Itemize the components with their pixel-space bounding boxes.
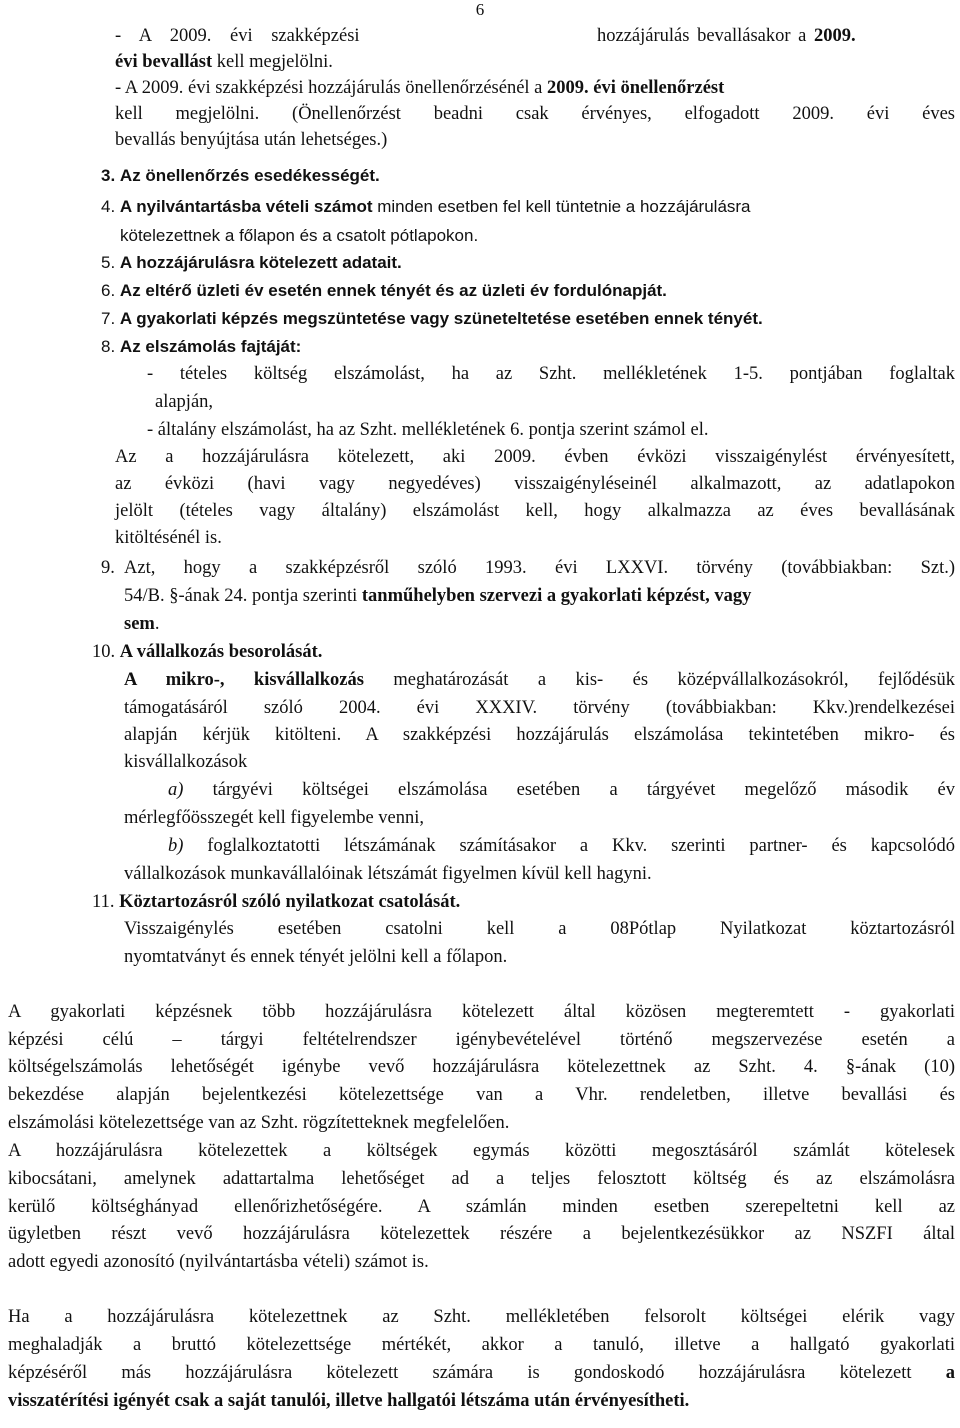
text-line: - A 2009. évi szakképzési hozzájárulás önellenőrzésénél a 2009. évi önellenőrzést: [115, 78, 725, 98]
text-line: Ha a hozzájárulásra kötelezettnek az Szht. mellékletében felsorolt költségei elérik vagy: [8, 1307, 955, 1327]
text-line: az évközi (havi vagy negyedéves) visszaigényléseinél alkalmazott, az adatlapokon: [115, 474, 955, 494]
text-line: a) tárgyévi költségei elszámolása esetében a tárgyévet megelőző második év: [168, 780, 955, 800]
list-item: 5. A hozzájárulásra kötelezett adatait.: [101, 253, 402, 272]
text-line: - általány elszámolást, ha az Szht. mellékletének 6. pontja szerint számol el.: [147, 420, 709, 440]
text-line: meghaladják a bruttó kötelezettsége mértékét, akkor a tanuló, illetve a hallgató gyakorlati: [8, 1335, 955, 1355]
text-line: vállalkozások munkavállalóinak létszámát figyelmen kívül kell hagyni.: [124, 864, 652, 884]
list-item: 3. Az önellenőrzés esedékességét.: [101, 166, 380, 185]
text-line: bevallás benyújtása után lehetséges.): [115, 130, 388, 150]
list-item: 6. Az eltérő üzleti év esetén ennek tényét és az üzleti év fordulónapját.: [101, 281, 667, 300]
text-line: kisvállalkozások: [124, 752, 248, 772]
text-line: sem.: [124, 614, 160, 634]
text-line: jelölt (tételes vagy általány) elszámolást kell, hogy alkalmazza az éves bevallásának: [115, 501, 955, 521]
list-item: 10. A vállalkozás besorolását.: [92, 642, 323, 662]
text-line: nyomtatványt és ennek tényét jelölni kell a főlapon.: [124, 947, 508, 967]
text-line: b) foglalkoztatotti létszámának számításakor a Kkv. szerinti partner- és kapcsolódó: [168, 836, 955, 856]
text-line: A gyakorlati képzésnek több hozzájárulásra kötelezett által közösen megteremtett - gyakorlati: [8, 1002, 955, 1022]
text-line: kötelezettnek a főlapon és a csatolt pótlapokon.: [120, 226, 479, 245]
text-line: kitöltésénél is.: [115, 528, 222, 548]
text-line: ügyletben részt vevő hozzájárulásra kötelezettek részére a bejelentkezésükkor az NSZFI által: [8, 1224, 955, 1244]
text-line: kerülő költséghányad ellenőrizhetőségére. A számlán minden esetben szerepeltetni kell az: [8, 1197, 955, 1217]
text-line: képzéséről más hozzájárulásra kötelezett számára is gondoskodó hozzájárulásra kötelezett a: [8, 1363, 955, 1383]
text-line: - tételes költség elszámolást, ha az Szht. mellékletének 1-5. pontjában foglaltak: [147, 364, 955, 384]
text-line: költségelszámolás lehetőségét igénybe vevő hozzájárulásra kötelezettnek az Szht. 4. §-ának (10): [8, 1057, 956, 1077]
text-line: évi bevallást kell megjelölni.: [115, 52, 333, 72]
text-line: visszatérítési igényét csak a saját tanulói, illetve hallgatói létszáma után érvényesítheti.: [8, 1391, 690, 1411]
page-number: 6: [475, 0, 485, 19]
text-line: képzési célú – tárgyi feltételrendszer igénybevételével történő megszervezése esetén a: [8, 1030, 955, 1050]
text-line: kell megjelölni. (Önellenőrzést beadni csak érvényes, elfogadott 2009. évi éves: [115, 104, 955, 124]
text-line: alapján,: [155, 392, 214, 412]
list-item-number: 9.: [101, 558, 115, 578]
text-line: támogatásáról szóló 2004. évi XXXIV. törvény (továbbiakban: Kkv.)rendelkezései: [124, 698, 955, 718]
list-item: 4. A nyilvántartásba vételi számot minden esetben fel kell tüntetnie a hozzájárulásra: [101, 197, 751, 216]
text-line: 54/B. §-ának 24. pontja szerinti tanműhelyben szervezi a gyakorlati képzést, vagy: [124, 586, 752, 606]
text-line: Az a hozzájárulásra kötelezett, aki 2009. évben évközi visszaigénylést érvényesített,: [115, 447, 955, 467]
text-line: - A 2009. évi szakképzési: [115, 26, 360, 46]
list-item: 11. Köztartozásról szóló nyilatkozat csatolását.: [92, 892, 461, 912]
text-line: elszámolási kötelezettsége van az Szht. rögzítetteknek megfelelően.: [8, 1113, 510, 1133]
text-line: kibocsátani, amelynek adattartalma lehetőséget ad a teljes felosztott költség és az elszámolásra: [8, 1169, 955, 1189]
text-line: Visszaigénylés esetében csatolni kell a 08Pótlap Nyilatkozat köztartozásról: [124, 919, 955, 939]
text-line: adott egyedi azonosító (nyilvántartásba vételi) számot is.: [8, 1252, 429, 1272]
text-line: hozzájárulás bevallásakor a 2009.: [597, 26, 856, 46]
text-line: A mikro-, kisvállalkozás meghatározását a kis- és középvállalkozásokról, fejlődésük: [124, 670, 955, 690]
text-line: alapján kérjük kitölteni. A szakképzési hozzájárulás elszámolása tekintetében mikro- és: [124, 725, 955, 745]
text-line: Azt, hogy a szakképzésről szóló 1993. évi LXXVI. törvény (továbbiakban: Szt.): [124, 558, 955, 578]
text-line: bekezdése alapján bejelentkezési kötelezettsége van a Vhr. rendeletben, illetve bevallási és: [8, 1085, 955, 1105]
text-line: A hozzájárulásra kötelezettek a költségek egymás közötti megosztásáról számlát kötelesek: [8, 1141, 955, 1161]
text-line: mérlegfőösszegét kell figyelembe venni,: [124, 808, 425, 828]
list-item: 7. A gyakorlati képzés megszüntetése vagy szüneteltetése esetében ennek tényét.: [101, 309, 763, 328]
list-item: 8. Az elszámolás fajtáját:: [101, 337, 302, 356]
